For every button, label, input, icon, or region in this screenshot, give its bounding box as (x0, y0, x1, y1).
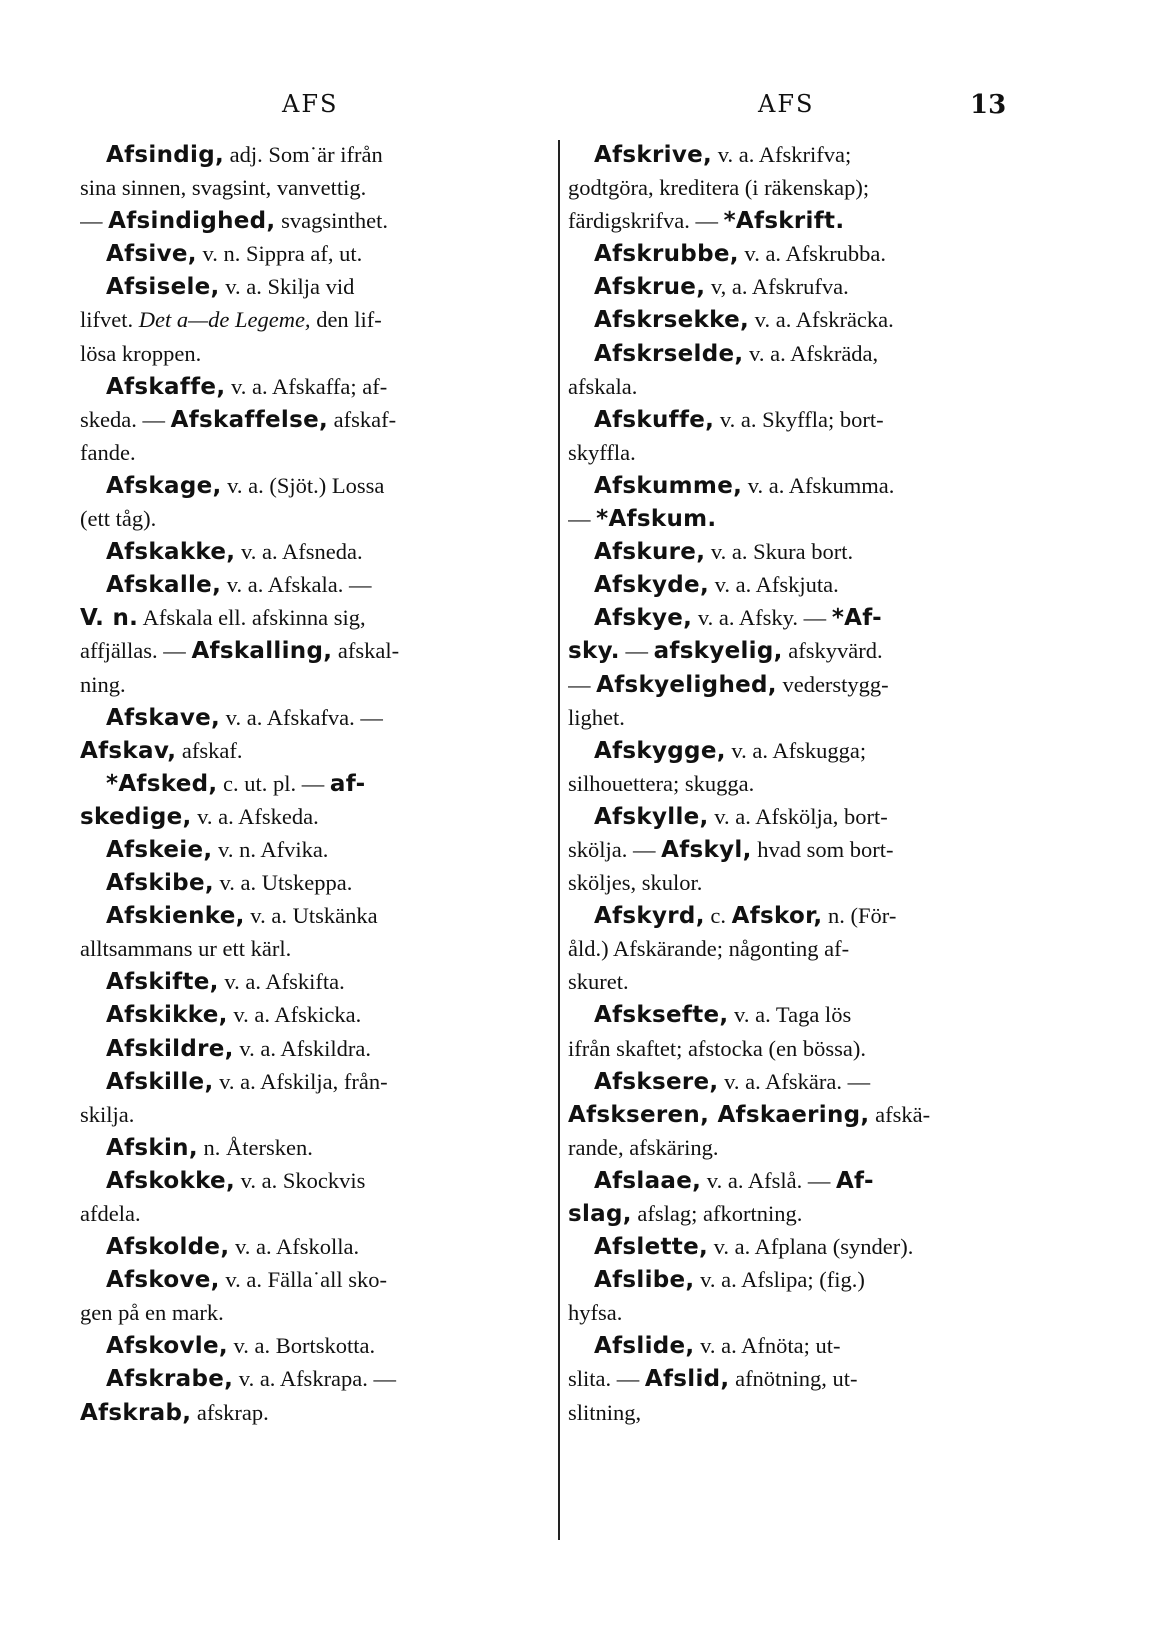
entry-text: v. a. Afskilja, från- (213, 1068, 388, 1094)
headword: Afskaffe, (106, 373, 226, 400)
entry-line (568, 568, 1030, 601)
headword: Afskuffe, (594, 406, 715, 433)
entry-text: slita. — (568, 1366, 645, 1392)
entry-text: n. Återsken. (197, 1134, 313, 1160)
entry-text: c. ut. pl. — (217, 770, 330, 796)
entry-text: v. a. Bortskotta. (227, 1333, 376, 1359)
entry-line (80, 1032, 535, 1065)
dictionary-column-right (568, 138, 1030, 1429)
entry-line (568, 601, 1030, 634)
headword: Afslette, (594, 1234, 709, 1261)
headword: *Afskrift. (723, 208, 845, 235)
entry-line (80, 138, 535, 171)
headword: Afsksefte, (594, 1002, 729, 1029)
headword: Afskrselde, (594, 340, 744, 367)
entry-text: v. a. Afskräda, (743, 340, 879, 366)
entry-line (80, 1396, 535, 1429)
entry-line (80, 1131, 535, 1164)
entry-text: lösa kroppen. (80, 340, 202, 366)
entry-line (80, 1263, 535, 1296)
headword: Afskrive, (594, 142, 713, 168)
entry-line (80, 965, 535, 998)
entry-text: c. (704, 903, 732, 929)
entry-line (80, 1197, 535, 1230)
entry-text: afdela. (80, 1201, 141, 1226)
entry-text: v. a. Fälla˙all sko- (219, 1267, 387, 1293)
headword: Afskyelighed, (596, 671, 777, 698)
entry-line (80, 237, 535, 270)
entry-text: silhouettera; skugga. (568, 770, 755, 796)
entry-line (568, 1131, 1030, 1164)
entry-text: — (568, 671, 597, 697)
dictionary-column-left (80, 138, 535, 1429)
entry-text: afnötning, ut- (729, 1366, 858, 1392)
headword: Afskor, (731, 903, 823, 930)
entry-line (80, 502, 535, 535)
entry-line (568, 668, 1030, 701)
entry-line (568, 1263, 1030, 1296)
entry-text: skölja. — (568, 836, 662, 862)
entry-text: afskä- (869, 1101, 931, 1127)
entry-line (80, 370, 535, 403)
entry-text: v. a. Utskeppa. (213, 870, 353, 896)
entry-text: v. a. Afskafva. — (220, 704, 383, 730)
entry-line (568, 734, 1030, 767)
headword: *Af- (831, 605, 882, 632)
entry-line (568, 171, 1030, 204)
headword: Afskildre, (106, 1035, 234, 1062)
entry-text: v. a. Afskrubba. (738, 241, 887, 267)
entry-text: v. a. Afskölja, bort- (708, 803, 888, 829)
entry-text: v. a. Skyffla; bort- (714, 406, 884, 432)
entry-text: v. a. Skockvis (235, 1167, 366, 1193)
headword: Afskylle, (594, 803, 709, 830)
headword: Afskrab, (80, 1399, 192, 1426)
entry-line (568, 899, 1030, 932)
entry-line (568, 998, 1030, 1031)
entry-line (80, 634, 535, 667)
entry-line (80, 403, 535, 436)
entry-text: ifrån skaftet; afstocka (en bössa). (568, 1035, 867, 1061)
headword: skedige, (80, 803, 192, 830)
headword: Afskave, (106, 704, 221, 731)
entry-line (568, 1362, 1030, 1395)
entry-line (568, 303, 1030, 336)
headword: Afskokke, (106, 1167, 235, 1194)
headword: Afskikke, (106, 1002, 228, 1029)
entry-line (80, 270, 535, 303)
entry-text: sina sinnen, svagsint, vanvettig. (80, 175, 367, 201)
entry-text: alltsammans ur ett kärl. (80, 936, 292, 962)
headword: Afsindig, (106, 142, 225, 168)
entry-text: den lif- (310, 307, 382, 333)
entry-text: v. a. Utskänka (244, 903, 378, 929)
page-header (0, 90, 1152, 130)
entry-text: skuret. (568, 969, 629, 995)
entry-line (568, 1396, 1030, 1429)
entry-text: fande. (80, 439, 136, 465)
headword: Afslibe, (594, 1267, 695, 1294)
entry-line (568, 204, 1030, 237)
headword: Afskovle, (106, 1333, 228, 1360)
headword: Afslid, (644, 1366, 730, 1393)
entry-text: v. n. Afvika. (212, 836, 329, 862)
entry-text: v. a. Afslå. — (701, 1167, 836, 1193)
entry-text: v. a. Afplana (synder). (708, 1234, 914, 1260)
entry-text: v. a. Afskaffa; af- (225, 373, 388, 399)
entry-line (568, 866, 1030, 899)
entry-line (80, 1098, 535, 1131)
headword: Afskav, (80, 737, 177, 764)
headword: Afsive, (106, 241, 197, 268)
entry-text: v. a. Afskala. — (221, 572, 372, 598)
headword: Afskseren, Afskaering, (568, 1101, 870, 1128)
headword: Afsksere, (594, 1068, 719, 1095)
entry-text: v. a. Skura bort. (705, 539, 854, 565)
headword: Afskygge, (594, 737, 726, 764)
column-divider (558, 140, 560, 1540)
entry-text: — (568, 506, 597, 532)
entry-text: v. a. Afskrapa. — (233, 1366, 397, 1392)
entry-text: — (80, 208, 109, 234)
entry-text: afskyvärd. (782, 638, 883, 664)
headword: Af- (835, 1167, 874, 1194)
entry-text: v. a. Afskolla. (229, 1234, 360, 1260)
headword: Afskyrd, (594, 903, 705, 930)
entry-line (80, 998, 535, 1031)
entry-line (80, 1362, 535, 1395)
entry-line (568, 1230, 1030, 1263)
entry-text: rande, afskäring. (568, 1134, 719, 1160)
entry-text: afskrap. (191, 1399, 269, 1425)
entry-line (80, 1164, 535, 1197)
entry-text: affjällas. — (80, 638, 192, 664)
headword: af- (329, 770, 366, 797)
entry-line (568, 1329, 1030, 1362)
headword: Afskumme, (594, 472, 743, 499)
entry-line (80, 469, 535, 502)
entry-text: Det a—de Legeme, (138, 307, 311, 333)
entry-line (80, 171, 535, 204)
entry-text: v. a. Afskära. — (718, 1068, 871, 1094)
entry-line (80, 668, 535, 701)
entry-text: lifvet. (80, 307, 139, 333)
headword: Afskage, (106, 472, 222, 499)
headword: Afskalle, (106, 572, 222, 599)
entry-text: v. a. Afskjuta. (709, 572, 839, 598)
entry-line (80, 601, 535, 634)
entry-text: v. a. Afskeda. (191, 803, 319, 829)
headword: Afskaffelse, (170, 406, 329, 433)
entry-text: vederstygg- (776, 671, 889, 697)
headword: Afsisele, (106, 274, 220, 301)
entry-text: v. a. Afskicka. (227, 1002, 362, 1028)
entry-line (80, 1296, 535, 1329)
entry-line (80, 303, 535, 336)
headword: Afskrubbe, (594, 241, 739, 268)
entry-line (80, 568, 535, 601)
entry-text: skyffla. (568, 439, 636, 465)
entry-line (568, 833, 1030, 866)
entry-text: v. a. Afskugga; (725, 737, 867, 763)
entry-line (568, 1032, 1030, 1065)
headword: Afskyl, (661, 836, 752, 863)
headword: Afskakke, (106, 539, 236, 566)
entry-text: v. a. Skilja vid (219, 274, 355, 300)
entry-text: afslag; afkortning. (631, 1201, 803, 1226)
entry-line (80, 833, 535, 866)
entry-line (568, 535, 1030, 568)
headword: Afskyde, (594, 572, 709, 599)
headword: Afskille, (106, 1068, 214, 1095)
headword: afskyelig, (653, 638, 783, 665)
entry-line (568, 337, 1030, 370)
entry-line (568, 932, 1030, 965)
entry-text: afskala. (568, 373, 638, 399)
headword: Afskove, (106, 1267, 220, 1294)
entry-line (568, 701, 1030, 734)
entry-line (80, 337, 535, 370)
headword: Afskye, (594, 605, 693, 632)
entry-text: afskaf. (176, 737, 243, 763)
entry-line (80, 767, 535, 800)
entry-line (80, 899, 535, 932)
headword: slag, (568, 1201, 632, 1227)
headword: *Afskum. (596, 506, 717, 533)
entry-text: v. a. (Sjöt.) Lossa (221, 472, 385, 498)
headword: Afskrue, (594, 274, 706, 301)
entry-text: (ett tåg). (80, 506, 157, 532)
entry-text: lighet. (568, 704, 625, 730)
headword: Afskrsekke, (594, 307, 750, 334)
entry-line (568, 767, 1030, 800)
entry-line (568, 1197, 1030, 1230)
entry-text: v. a. Afskifta. (218, 969, 345, 995)
entry-line (568, 1296, 1030, 1329)
entry-line (80, 701, 535, 734)
entry-line (80, 1065, 535, 1098)
entry-line (568, 965, 1030, 998)
headword: Afskrabe, (106, 1366, 234, 1393)
headword: Afskin, (106, 1134, 198, 1161)
entry-text: hvad som bort- (751, 836, 894, 862)
entry-line (568, 270, 1030, 303)
entry-text: ning. (80, 671, 126, 697)
entry-text: v. a. Afsneda. (235, 539, 363, 565)
entry-text: gen på en mark. (80, 1300, 224, 1326)
entry-text: v. a. Afskumma. (742, 472, 895, 498)
entry-text: färdigskrifva. — (568, 208, 724, 234)
entry-line (568, 1164, 1030, 1197)
entry-text: adj. Som˙är ifrån (224, 142, 383, 167)
entry-text: n. (För- (822, 903, 897, 929)
entry-text: v. a. Afskildra. (233, 1035, 371, 1061)
entry-text: sköljes, skulor. (568, 870, 703, 896)
entry-text: hyfsa. (568, 1300, 623, 1326)
entry-line (80, 800, 535, 833)
entry-line (568, 1098, 1030, 1131)
headword: Afskienke, (106, 903, 245, 930)
entry-text: godtgöra, kreditera (i räkenskap); (568, 175, 870, 201)
entry-line (568, 237, 1030, 270)
headword: Afskolde, (106, 1234, 230, 1261)
entry-line (568, 469, 1030, 502)
entry-text: Afskala ell. afskinna sig, (138, 605, 366, 631)
entry-text: v. a. Afslipa; (fig.) (694, 1267, 865, 1293)
entry-text: åld.) Afskärande; någonting af- (568, 936, 850, 962)
entry-text: v. a. Afsky. — (692, 605, 832, 631)
entry-text: v. a. Afskrifva; (712, 142, 852, 167)
entry-line (568, 502, 1030, 535)
headword: V. n. (80, 605, 139, 632)
entry-line (568, 634, 1030, 667)
entry-text: — (619, 638, 654, 664)
entry-text: afskal- (332, 638, 400, 664)
entry-text: skilja. (80, 1101, 135, 1127)
headword: Afskure, (594, 539, 706, 566)
headword: Afskalling, (191, 638, 333, 665)
headword: Afslaae, (594, 1167, 702, 1194)
entry-line (80, 866, 535, 899)
entry-line (568, 800, 1030, 833)
entry-line (568, 138, 1030, 171)
entry-text: svagsinthet. (275, 208, 388, 234)
entry-line (568, 370, 1030, 403)
entry-text: skeda. — (80, 406, 171, 432)
entry-line (80, 734, 535, 767)
headword: Afskibe, (106, 870, 214, 897)
entry-line (80, 436, 535, 469)
entry-text: afskaf- (328, 406, 397, 432)
entry-text: v. n. Sippra af, ut. (196, 241, 363, 267)
entry-line (568, 403, 1030, 436)
running-head-left: AFS (282, 90, 339, 118)
entry-line (568, 436, 1030, 469)
entry-text: v. a. Afskräcka. (749, 307, 894, 333)
entry-line (80, 932, 535, 965)
entry-line (80, 535, 535, 568)
entry-line (80, 204, 535, 237)
entry-text: slitning, (568, 1399, 642, 1425)
headword: Afsindighed, (108, 208, 276, 235)
running-head-right: AFS (758, 90, 815, 118)
entry-line (80, 1329, 535, 1362)
entry-text: v, a. Afskrufva. (705, 274, 849, 300)
headword: sky. (568, 638, 620, 665)
headword: *Afsked, (106, 770, 218, 797)
entry-line (80, 1230, 535, 1263)
page-number: 13 (970, 90, 1007, 120)
entry-text: v. a. Afnöta; ut- (694, 1333, 841, 1359)
headword: Afslide, (594, 1333, 695, 1360)
headword: Afskifte, (106, 969, 219, 996)
entry-line (568, 1065, 1030, 1098)
entry-text: v. a. Taga lös (728, 1002, 852, 1028)
headword: Afskeie, (106, 836, 213, 863)
